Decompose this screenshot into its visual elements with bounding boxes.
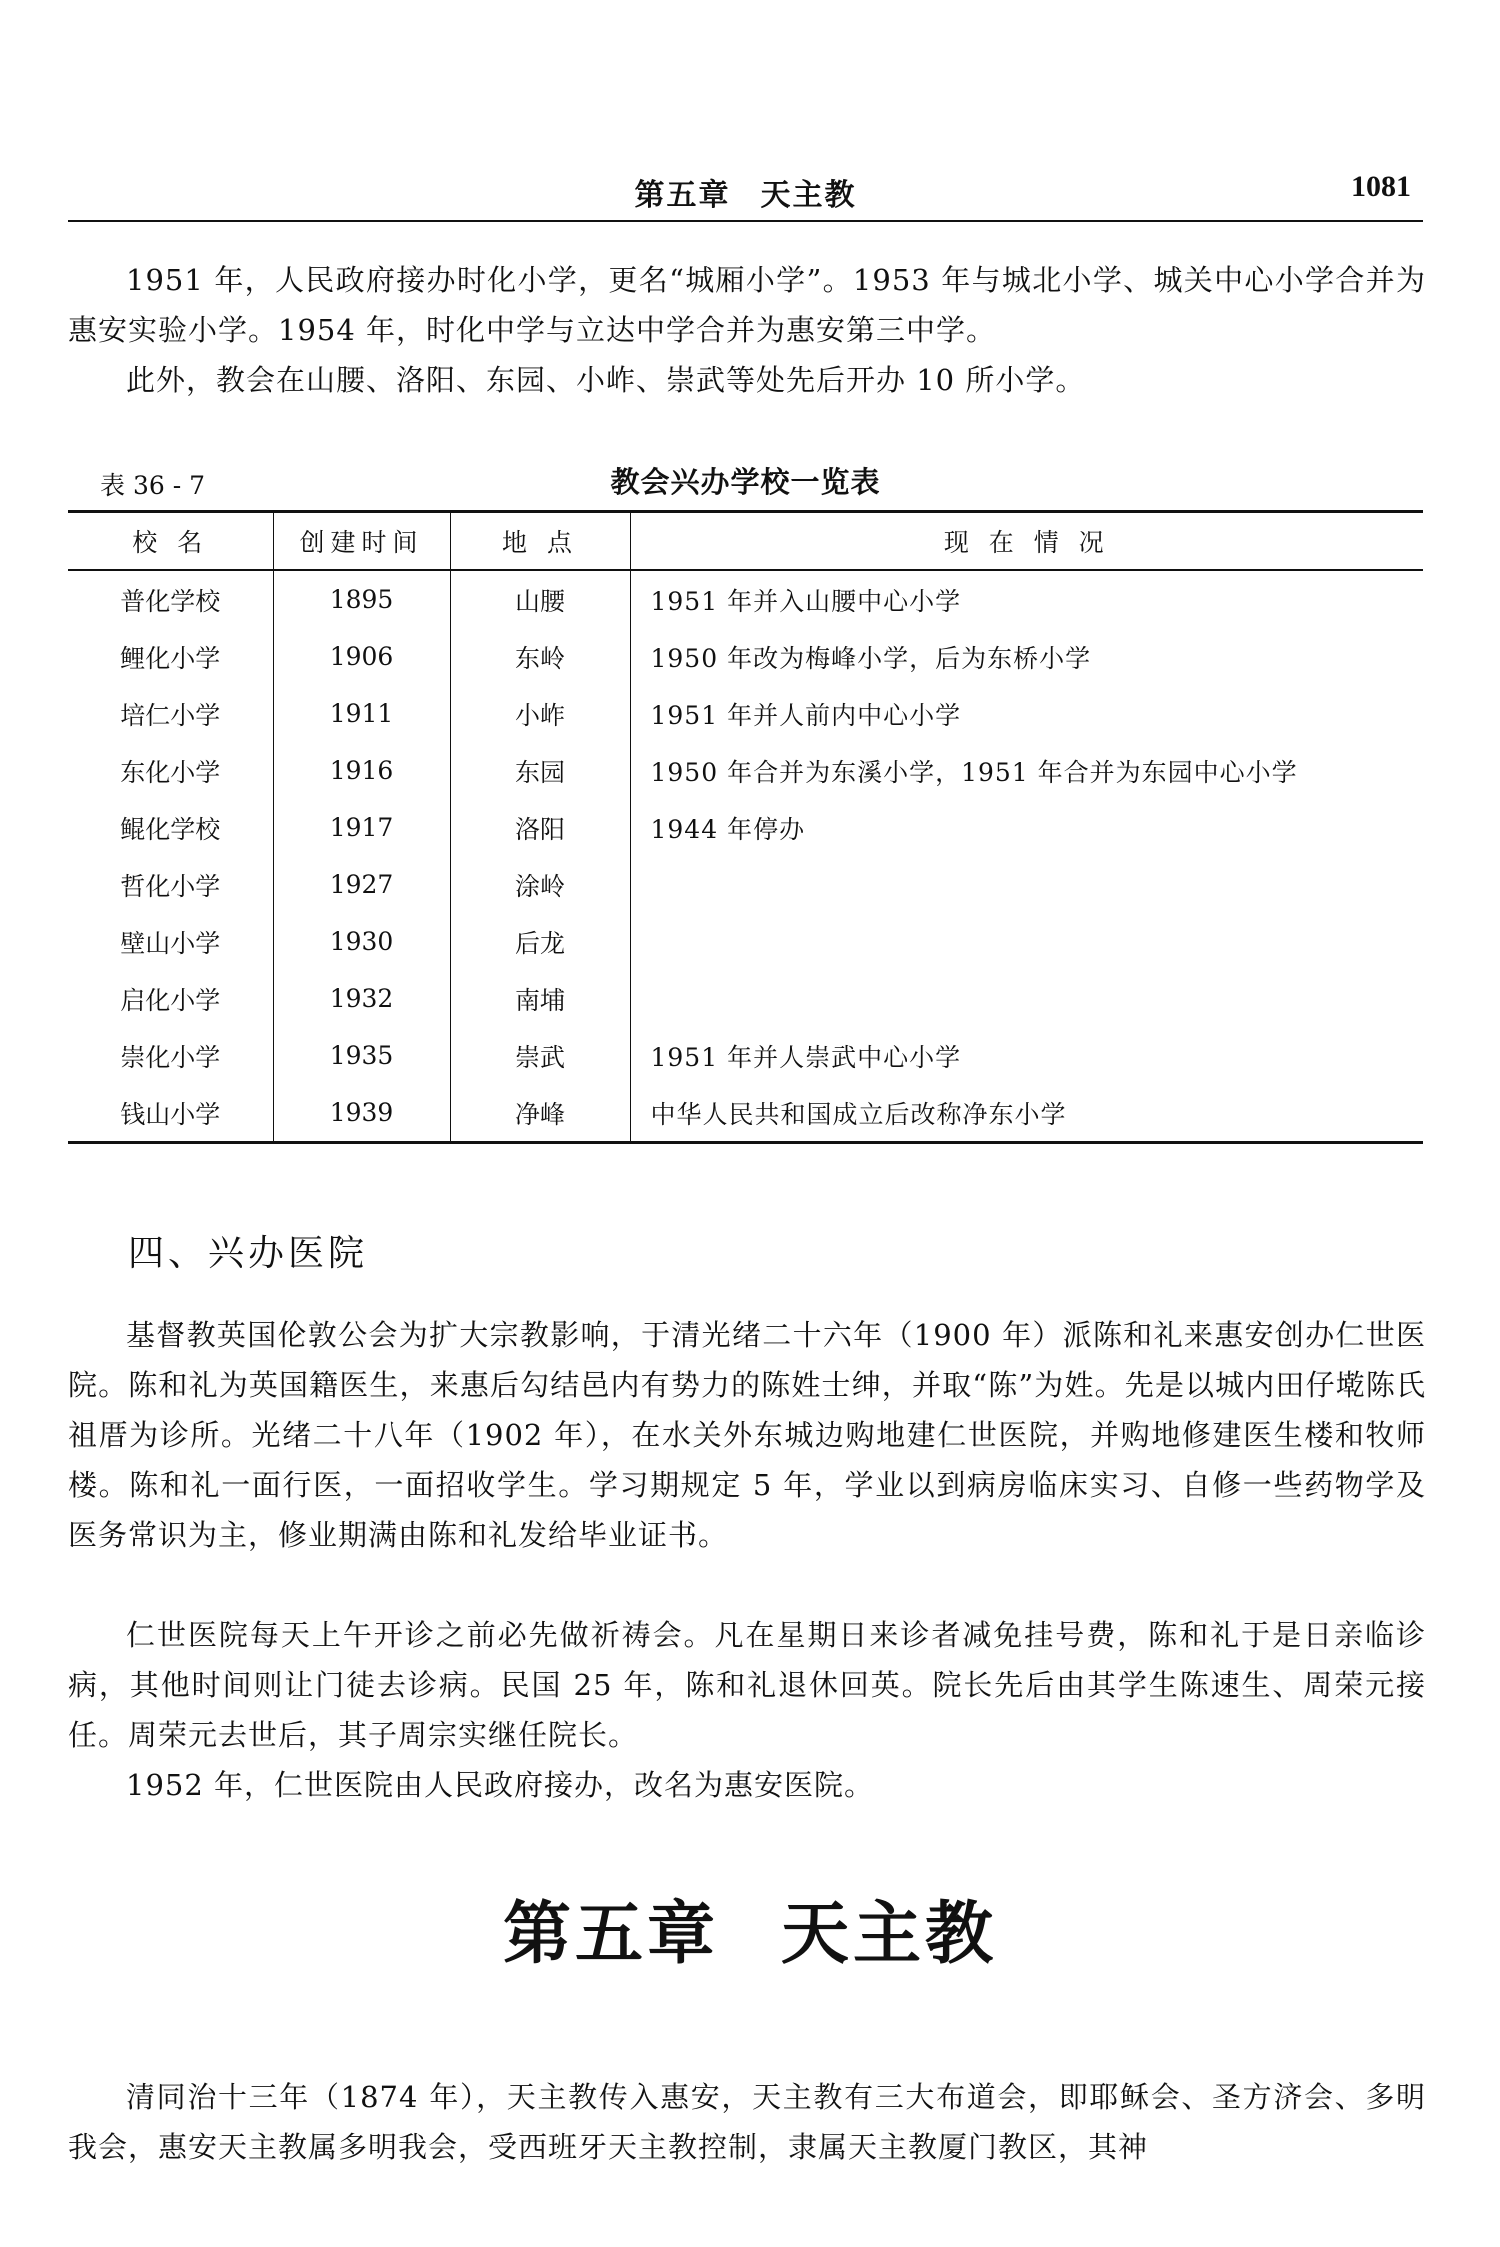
founded-year-cell: 1932 — [273, 970, 450, 1027]
school-name-cell: 启化小学 — [120, 985, 221, 1015]
table-header-row — [68, 512, 1423, 571]
table-row — [68, 1027, 1423, 1084]
founded-year-cell: 1935 — [273, 1027, 450, 1084]
section-heading: 四、兴办医院 — [128, 1233, 369, 1274]
location-cell: 崇武 — [450, 1027, 630, 1084]
founded-year-cell: 1911 — [273, 685, 450, 742]
status-cell: 1950 年合并为东溪小学，1951 年合并为东园中心小学 — [630, 742, 1423, 799]
status-cell — [630, 913, 1423, 970]
location-cell: 山腰 — [450, 570, 630, 628]
table-number: 表 36 - 7 — [100, 471, 206, 500]
running-title — [68, 170, 1423, 214]
table-row — [68, 685, 1423, 742]
page-number: 1081 — [1351, 170, 1411, 203]
table-row — [68, 970, 1423, 1027]
location-cell: 东园 — [450, 742, 630, 799]
school-name-cell: 普化学校 — [120, 586, 221, 616]
table-row — [68, 742, 1423, 799]
founded-year-cell: 1930 — [273, 913, 450, 970]
table-title: 教会兴办学校一览表 — [610, 465, 881, 499]
schools-table — [68, 510, 1423, 1144]
location-cell: 净峰 — [450, 1084, 630, 1143]
column-header-founded: 创建时间 — [273, 512, 450, 571]
status-cell: 1944 年停办 — [630, 799, 1423, 856]
school-name-cell: 鲤化小学 — [120, 643, 221, 673]
school-name-cell: 培仁小学 — [120, 700, 221, 730]
founded-year-cell: 1906 — [273, 628, 450, 685]
location-cell: 小岞 — [450, 685, 630, 742]
table-row — [68, 1084, 1423, 1143]
table-caption — [68, 460, 1423, 504]
hospital-paragraph-3: 1952 年，仁世医院由人民政府接办，改名为惠安医院。 — [126, 1768, 875, 1802]
founded-year-cell: 1916 — [273, 742, 450, 799]
chapter-intro-paragraph: 清同治十三年（1874 年），天主教传入惠安，天主教有三大布道会，即耶稣会、圣方济会、多明我会，惠安天主教属多明我会，受西班牙天主教控制，隶属天主教厦门教区，其神 — [68, 2080, 1426, 2164]
running-chapter: 第五章 — [634, 178, 731, 213]
school-name-cell: 鲲化学校 — [120, 814, 221, 844]
school-name-cell: 崇化小学 — [120, 1042, 221, 1072]
location-cell: 洛阳 — [450, 799, 630, 856]
column-header-current-status: 现 在 情 况 — [630, 512, 1423, 571]
intro-paragraph-1: 1951 年，人民政府接办时化小学，更名“城厢小学”。1953 年与城北小学、城关中心小学合并为惠安实验小学。1954 年，时化中学与立达中学合并为惠安第三中学。 — [68, 263, 1426, 347]
school-name-cell: 哲化小学 — [120, 871, 221, 901]
intro-paragraph-2: 此外，教会在山腰、洛阳、东园、小岞、崇武等处先后开办 10 所小学。 — [126, 363, 1086, 397]
status-cell: 1951 年并人崇武中心小学 — [630, 1027, 1423, 1084]
running-chapter-title: 天主教 — [760, 178, 857, 213]
founded-year-cell: 1917 — [273, 799, 450, 856]
status-cell — [630, 970, 1423, 1027]
table-row — [68, 628, 1423, 685]
table-row — [68, 913, 1423, 970]
location-cell: 后龙 — [450, 913, 630, 970]
chapter-number: 第五章 — [502, 1895, 719, 1974]
hospital-paragraph-2: 仁世医院每天上午开诊之前必先做祈祷会。凡在星期日来诊者减免挂号费，陈和礼于是日亲临诊病，其他时间则让门徒去诊病。民国 25 年，陈和礼退休回英。院长先后由其学生陈速生、周荣元接任。周荣元去世后，其子周宗实继任院长。 — [68, 1618, 1426, 1752]
school-name-cell: 壁山小学 — [120, 928, 221, 958]
status-cell: 1951 年并入山腰中心小学 — [630, 570, 1423, 628]
table-row — [68, 856, 1423, 913]
status-cell: 1951 年并人前内中心小学 — [630, 685, 1423, 742]
school-name-cell: 钱山小学 — [120, 1099, 221, 1129]
column-header-location: 地 点 — [450, 512, 630, 571]
running-header — [68, 168, 1423, 222]
chapter-title: 天主教 — [781, 1895, 998, 1974]
column-header-school-name: 校 名 — [132, 528, 209, 557]
location-cell: 东岭 — [450, 628, 630, 685]
chapter-heading — [0, 1880, 1500, 1977]
founded-year-cell: 1939 — [273, 1084, 450, 1143]
hospital-paragraph-1: 基督教英国伦敦公会为扩大宗教影响，于清光绪二十六年（1900 年）派陈和礼来惠安创办仁世医院。陈和礼为英国籍医生，来惠后勾结邑内有势力的陈姓士绅，并取“陈”为姓。先是以城内田仔墘陈氏祖厝为诊所。光绪二十八年（1902 年），在水关外东城边购地建仁世医院，并购地修建医生楼和牧师楼。陈和礼一面行医，一面招收学生。学习期规定 5 年，学业以到病房临床实习、自修一些药物学及医务常识为主，修业期满由陈和礼发给毕业证书。 — [68, 1318, 1426, 1552]
school-name-cell: 东化小学 — [120, 757, 221, 787]
founded-year-cell: 1927 — [273, 856, 450, 913]
founded-year-cell: 1895 — [273, 570, 450, 628]
status-cell: 中华人民共和国成立后改称净东小学 — [630, 1084, 1423, 1143]
table-row — [68, 799, 1423, 856]
status-cell: 1950 年改为梅峰小学，后为东桥小学 — [630, 628, 1423, 685]
status-cell — [630, 856, 1423, 913]
location-cell: 南埔 — [450, 970, 630, 1027]
location-cell: 涂岭 — [450, 856, 630, 913]
table-row — [68, 570, 1423, 628]
